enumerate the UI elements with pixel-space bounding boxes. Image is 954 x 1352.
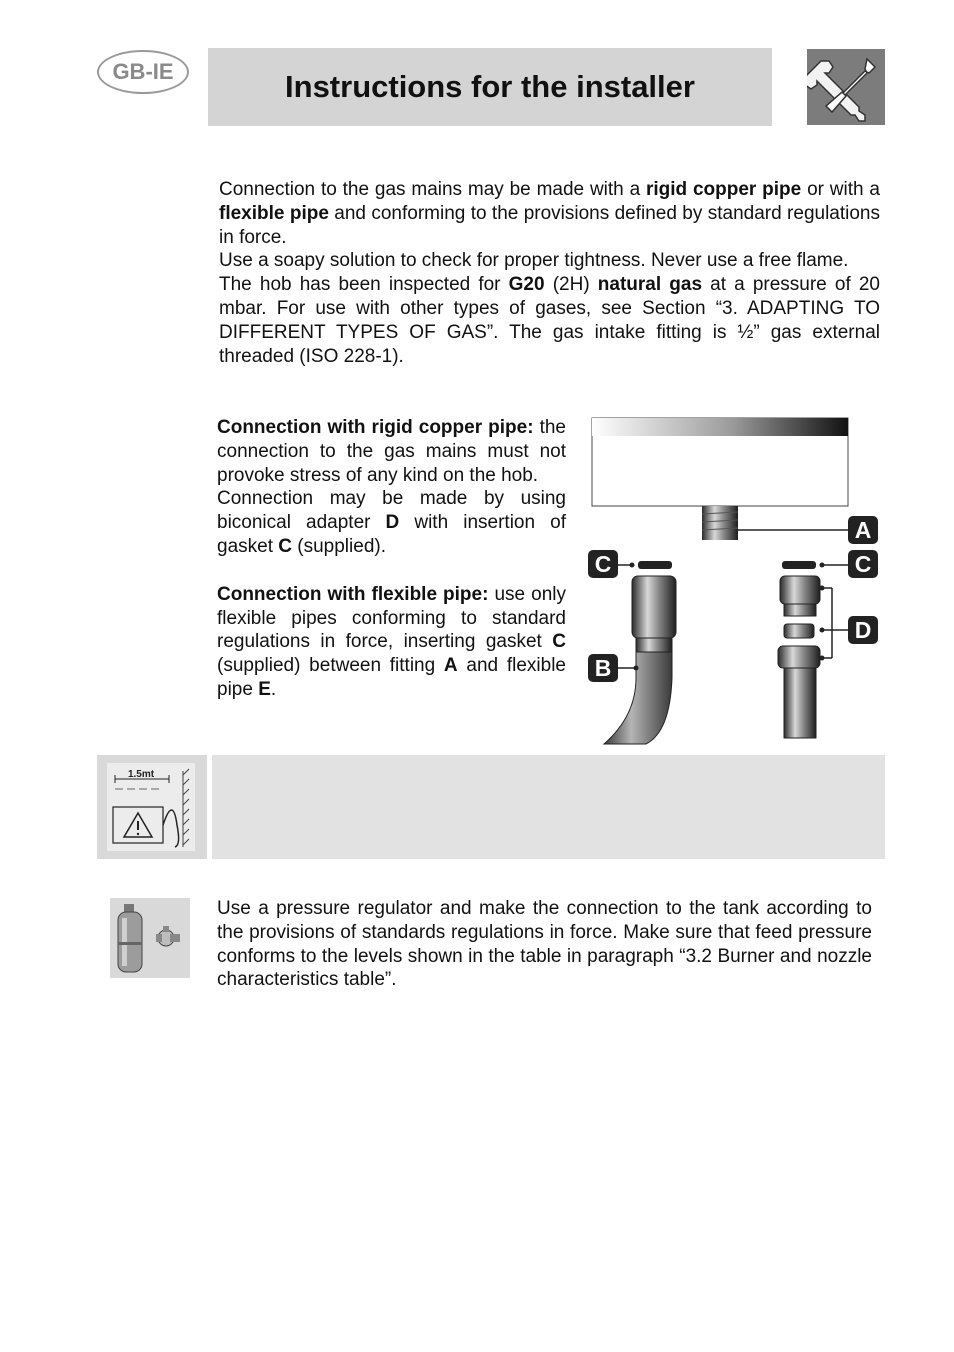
header-bar bbox=[208, 48, 772, 126]
gasket-c-right bbox=[782, 561, 816, 569]
warning-band bbox=[212, 755, 885, 859]
warning-triangle-icon bbox=[97, 755, 207, 859]
screwdriver-wrench-icon bbox=[807, 49, 885, 125]
gasket-c-left bbox=[638, 561, 672, 569]
biconical-ring-d bbox=[784, 624, 814, 638]
label-d: D bbox=[854, 617, 872, 643]
fitting-a bbox=[702, 506, 738, 540]
rigid-pipe-paragraph-1: Connection with rigid copper pipe: the connection to the gas mains must not provoke stress of any kind on the hob. bbox=[217, 417, 566, 486]
adapter-nut bbox=[780, 576, 820, 604]
intro-paragraph-2: Use a soapy solution to check for proper tightness. Never use a free flame. bbox=[219, 250, 849, 272]
label-c-left: C bbox=[594, 551, 612, 577]
label-c-right: C bbox=[854, 551, 872, 577]
lpg-connection-paragraph: Use a pressure regulator and make the connection to the tank according to the provisions of standards regulations in force. Make sure that feed pressure conforms to the levels shown in the table in paragraph “3.2 Burner and nozzle characteristics table”. bbox=[217, 898, 872, 991]
connection-section bbox=[217, 416, 566, 702]
intro-section bbox=[219, 178, 880, 368]
hob-top-strip bbox=[592, 418, 848, 436]
hose-length-label: 1.5mt bbox=[127, 769, 155, 780]
gas-cylinder-icon bbox=[110, 898, 190, 978]
rigid-pipe-paragraph-2: Connection may be made by using biconical adapter D with insertion of gasket C (supplied). bbox=[217, 488, 566, 557]
language-badge: GB-IE bbox=[97, 50, 189, 94]
page-title: Instructions for the installer bbox=[285, 69, 695, 104]
label-a: A bbox=[854, 517, 872, 543]
gas-connection-diagram bbox=[586, 416, 886, 748]
flexible-pipe-paragraph: Connection with flexible pipe: use only flexible pipes conforming to standard regulations in force, inserting gasket C (supplied) between fitting A and flexible pipe E. bbox=[217, 583, 566, 700]
intro-paragraph-1: Connection to the gas mains may be made with a rigid copper pipe or with a flexible pipe and conforming to the provisions defined by standard regulations in force. bbox=[219, 179, 880, 248]
intro-paragraph-3: The hob has been inspected for G20 (2H) natural gas at a pressure of 20 mbar. For use with other types of gases, see Section “3. ADAPTING TO DIFFERENT TYPES OF GAS”. The gas intake fitting is ½” gas external threaded (ISO 228-1). bbox=[219, 274, 880, 367]
label-b: B bbox=[594, 655, 612, 681]
copper-pipe bbox=[784, 668, 816, 738]
hose-nut bbox=[632, 576, 676, 638]
